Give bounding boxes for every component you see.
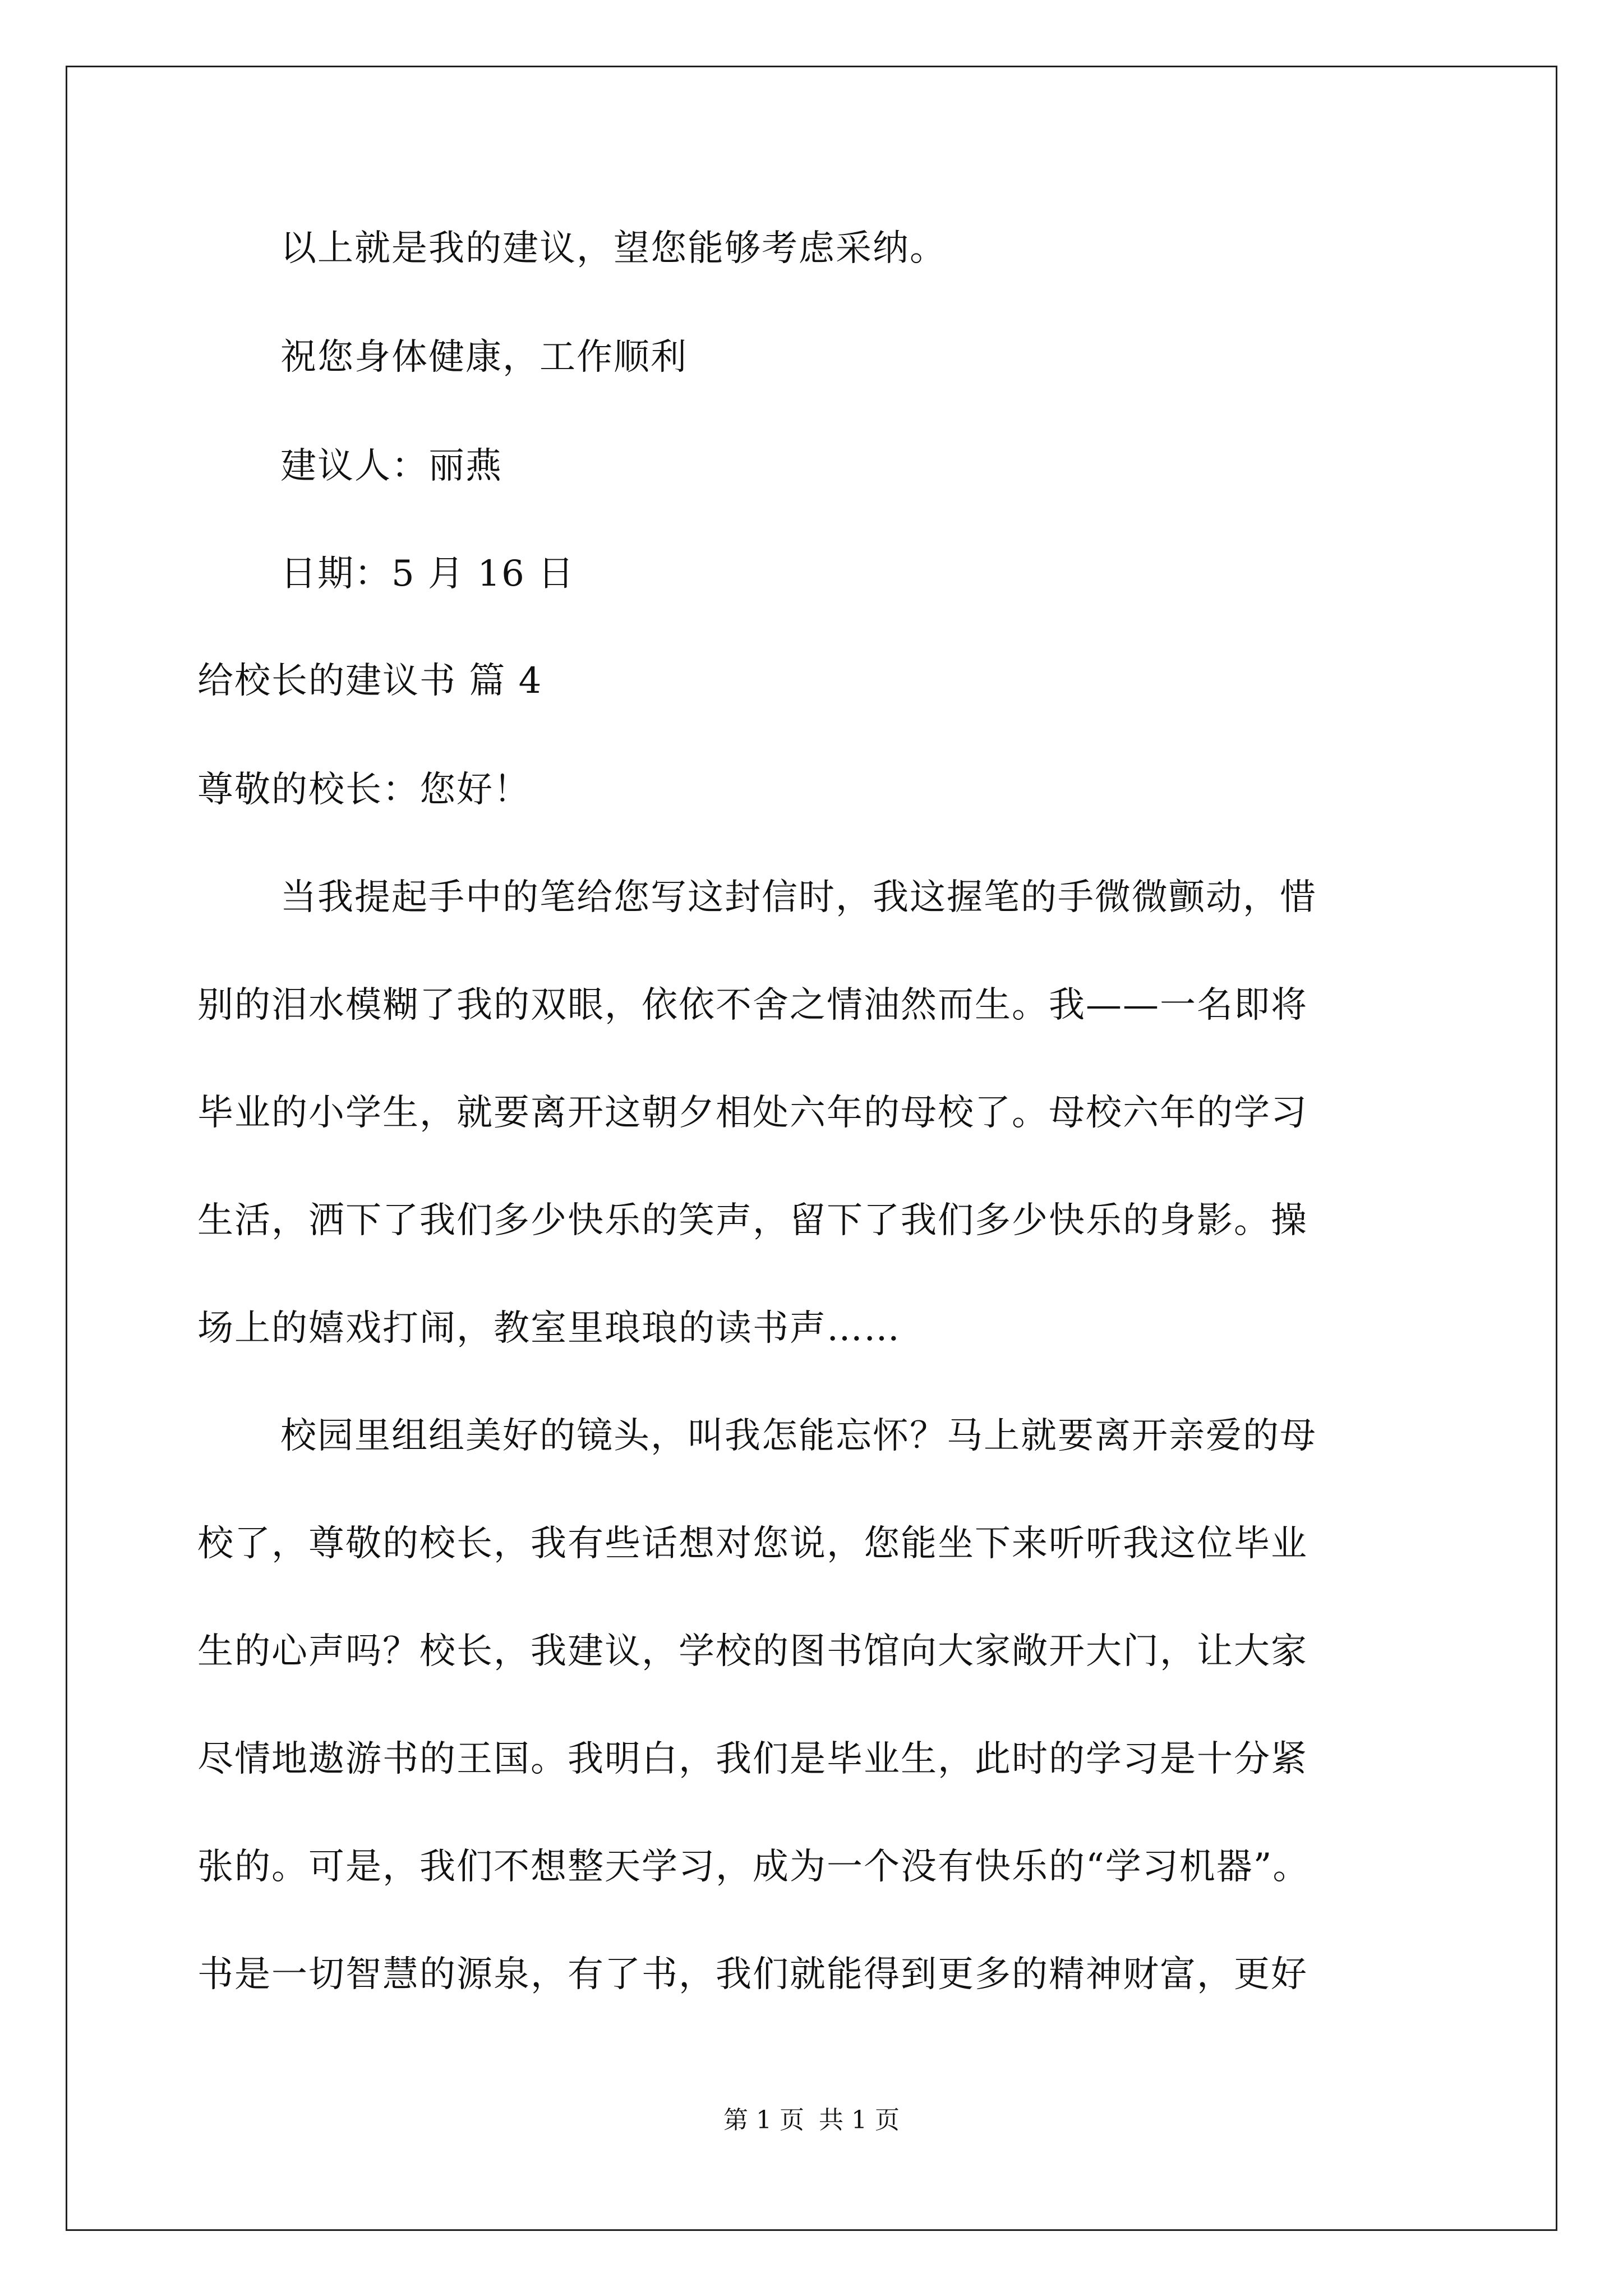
paragraph-line: 书是一切智慧的源泉，有了书，我们就能得到更多的精神财富，更好 [197, 1954, 1308, 1995]
page-border [66, 66, 1557, 2231]
paragraph-line: 毕业的小学生，就要离开这朝夕相处六年的母校了。母校六年的学习 [197, 1092, 1308, 1134]
page-footer [0, 2105, 1623, 2136]
section-heading: 给校长的建议书 篇 4 [197, 660, 543, 702]
paragraph-line: 别的泪水模糊了我的双眼，依依不舍之情油然而生。我——一名即将 [197, 984, 1308, 1026]
paragraph-line: 当我提起手中的笔给您写这封信时，我这握笔的手微微颤动，惜 [280, 877, 1317, 918]
date-line: 日期：5 月 16 日 [280, 553, 575, 595]
paragraph-line: 张的。可是，我们不想整天学习，成为一个没有快乐的“学习机器”。 [197, 1846, 1310, 1888]
page-number: 第 1 页 [723, 2106, 804, 2134]
signature-line: 建议人：丽燕 [280, 445, 502, 487]
paragraph-line: 校园里组组美好的镜头，叫我怎能忘怀？马上就要离开亲爱的母 [280, 1415, 1317, 1457]
paragraph-line: 场上的嬉戏打闹，教室里琅琅的读书声…… [197, 1308, 901, 1349]
paragraph-line: 生的心声吗？校长，我建议，学校的图书馆向大家敞开大门，让大家 [197, 1631, 1308, 1672]
paragraph-line: 校了，尊敬的校长，我有些话想对您说，您能坐下来听听我这位毕业 [197, 1523, 1308, 1565]
closing-line: 以上就是我的建议，望您能够考虑采纳。 [280, 228, 947, 269]
paragraph-line: 尽情地遨游书的王国。我明白，我们是毕业生，此时的学习是十分紧 [197, 1738, 1308, 1780]
paragraph-line: 生活，洒下了我们多少快乐的笑声，留下了我们多少快乐的身影。操 [197, 1200, 1308, 1241]
closing-line: 祝您身体健康，工作顺利 [280, 337, 688, 378]
page-total: 共 1 页 [819, 2106, 900, 2134]
salutation: 尊敬的校长：您好！ [197, 769, 531, 811]
